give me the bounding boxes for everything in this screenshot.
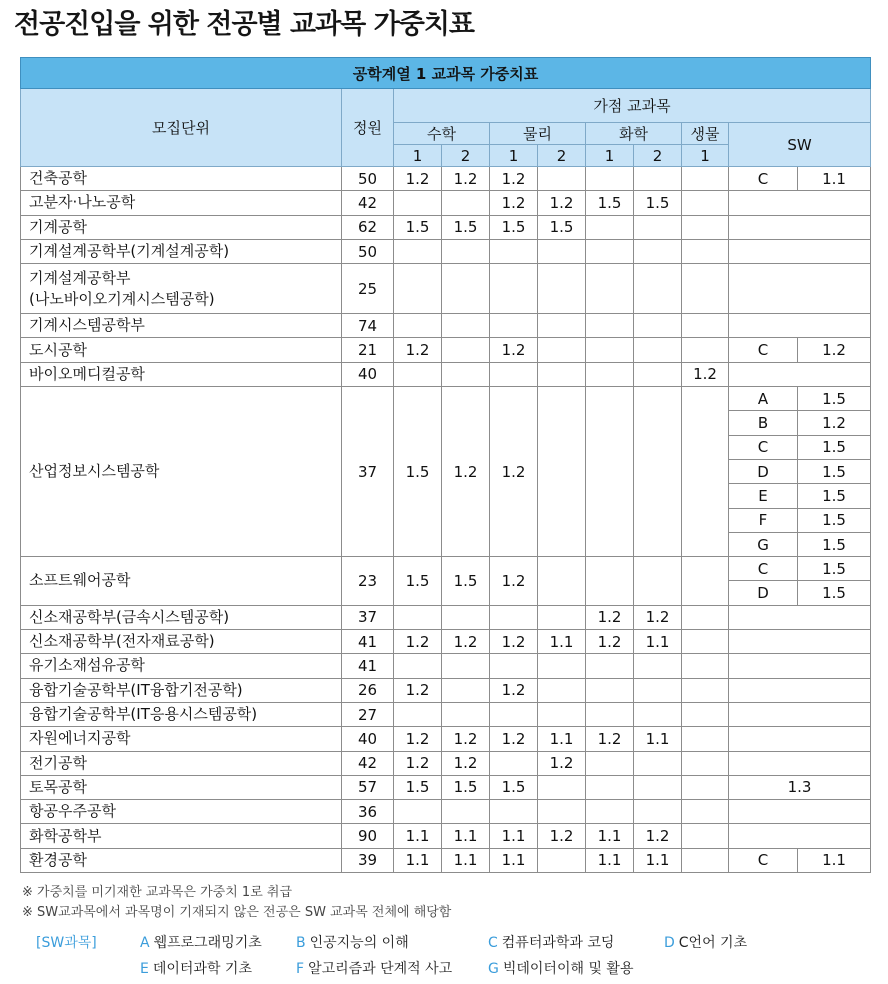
unit-name: 유기소재섬유공학 [21, 654, 342, 678]
weight-cell [538, 775, 586, 799]
weight-cell: 1.2 [394, 630, 442, 654]
weight-cell [634, 387, 682, 557]
unit-name: 항공우주공학 [21, 800, 342, 824]
weight-cell [586, 239, 634, 263]
weight-cell: 1.5 [490, 215, 538, 239]
sw-course-cell: C [729, 848, 798, 872]
weight-cell [682, 605, 729, 629]
weight-cell [442, 191, 490, 215]
weight-cell [538, 848, 586, 872]
weight-cell: 1.1 [490, 848, 538, 872]
page-title: 전공진입을 위한 전공별 교과목 가중치표 [14, 9, 474, 40]
legend-text: 알고리즘과 단계적 사고 [308, 961, 453, 977]
unit-name: 도시공학 [21, 338, 342, 362]
weight-cell [682, 387, 729, 557]
unit-name: 자원에너지공학 [21, 727, 342, 751]
weight-cell [442, 654, 490, 678]
legend-letter: D [664, 935, 675, 951]
sw-weight-cell: 1.5 [798, 459, 871, 483]
sw-cell [729, 215, 871, 239]
weight-cell [586, 751, 634, 775]
sw-weight-cell: 1.1 [798, 848, 871, 872]
weight-cell [634, 338, 682, 362]
weight-cell: 1.1 [634, 630, 682, 654]
weight-cell [538, 314, 586, 338]
weight-cell [442, 239, 490, 263]
unit-name: 환경공학 [21, 848, 342, 872]
sw-course-cell: G [729, 532, 798, 556]
weight-cell: 1.2 [586, 630, 634, 654]
weight-cell [682, 751, 729, 775]
sw-weight-cell: 1.5 [798, 532, 871, 556]
quota-cell: 23 [342, 557, 394, 606]
quota-cell: 21 [342, 338, 394, 362]
sw-cell [729, 702, 871, 726]
weight-cell [394, 239, 442, 263]
weight-cell: 1.5 [394, 775, 442, 799]
quota-cell: 57 [342, 775, 394, 799]
weight-cell: 1.2 [538, 824, 586, 848]
weight-cell: 1.2 [442, 630, 490, 654]
legend-letter: F [296, 961, 305, 977]
sw-cell [729, 605, 871, 629]
sw-weight-cell: 1.5 [798, 508, 871, 532]
unit-name: 기계공학 [21, 215, 342, 239]
quota-cell: 74 [342, 314, 394, 338]
sw-course-cell: C [729, 167, 798, 191]
unit-name [21, 264, 342, 314]
weight-cell [538, 800, 586, 824]
weight-cell [634, 775, 682, 799]
legend-text: 데이터과학 기초 [152, 961, 252, 977]
legend-text: C언어 기초 [678, 935, 748, 951]
weight-cell: 1.2 [634, 605, 682, 629]
sw-cell [729, 751, 871, 775]
weight-cell: 1.1 [538, 630, 586, 654]
weight-cell [538, 362, 586, 386]
weight-cell: 1.1 [442, 848, 490, 872]
unit-name: 융합기술공학부(IT응용시스템공학) [21, 702, 342, 726]
weight-cell [394, 362, 442, 386]
weight-cell [490, 654, 538, 678]
header-sw: SW [729, 123, 871, 167]
weight-cell [538, 167, 586, 191]
weight-cell [586, 557, 634, 606]
table-row [21, 800, 871, 824]
unit-name: 신소재공학부(전자재료공학) [21, 630, 342, 654]
weight-cell [586, 264, 634, 314]
weight-cell [682, 314, 729, 338]
weight-cell: 1.2 [490, 557, 538, 606]
weight-cell [634, 751, 682, 775]
unit-name-line: 기계설계공학부 [29, 268, 131, 287]
quota-cell: 40 [342, 362, 394, 386]
weight-cell [490, 362, 538, 386]
weight-cell [682, 630, 729, 654]
weight-cell: 1.1 [394, 848, 442, 872]
quota-cell: 42 [342, 751, 394, 775]
weight-cell [586, 678, 634, 702]
legend-letter: A [140, 935, 150, 951]
weight-cell [634, 654, 682, 678]
weight-cell: 1.2 [490, 678, 538, 702]
legend-letter: B [296, 935, 306, 951]
weight-cell [682, 800, 729, 824]
sw-weight-cell: 1.5 [798, 435, 871, 459]
weight-cell: 1.5 [538, 215, 586, 239]
sw-cell [729, 362, 871, 386]
header-biology-1: 1 [682, 145, 729, 167]
weight-cell [538, 239, 586, 263]
sw-course-cell: D [729, 581, 798, 605]
weight-cell [682, 702, 729, 726]
weight-cell [394, 314, 442, 338]
weight-cell [490, 751, 538, 775]
weight-cell [682, 191, 729, 215]
sw-course-cell: C [729, 557, 798, 581]
weight-cell [634, 239, 682, 263]
weight-cell: 1.5 [586, 191, 634, 215]
table-row [21, 264, 871, 314]
table-row [21, 338, 871, 362]
sw-course-cell: C [729, 435, 798, 459]
table-row [21, 215, 871, 239]
footnote: ※ 가중치를 미기재한 교과목은 가중치 1로 취급 [22, 885, 293, 900]
sw-cell [729, 800, 871, 824]
unit-name: 소프트웨어공학 [21, 557, 342, 606]
weight-cell: 1.5 [394, 215, 442, 239]
weight-cell: 1.2 [490, 191, 538, 215]
legend-letter: E [140, 961, 149, 977]
weight-cell: 1.5 [634, 191, 682, 215]
quota-cell: 37 [342, 387, 394, 557]
weight-cell [490, 800, 538, 824]
weight-cell [682, 338, 729, 362]
weight-cell: 1.2 [442, 751, 490, 775]
weight-cell [442, 362, 490, 386]
weight-cell [586, 654, 634, 678]
weight-cell [586, 702, 634, 726]
weight-cell [394, 654, 442, 678]
sw-weight-cell: 1.5 [798, 387, 871, 411]
weight-cell: 1.2 [394, 167, 442, 191]
unit-name: 전기공학 [21, 751, 342, 775]
weight-cell [634, 557, 682, 606]
weight-cell [586, 362, 634, 386]
sw-course-cell: B [729, 411, 798, 435]
header-chemistry: 화학 [586, 123, 682, 145]
weight-cell [682, 239, 729, 263]
quota-cell: 36 [342, 800, 394, 824]
weight-cell: 1.1 [634, 727, 682, 751]
weight-cell: 1.2 [490, 338, 538, 362]
weight-cell: 1.2 [490, 727, 538, 751]
weight-cell [538, 338, 586, 362]
table-banner: 공학계열 1 교과목 가중치표 [21, 58, 871, 89]
legend-letter: G [488, 961, 499, 977]
header-weight-group: 가점 교과목 [394, 89, 871, 123]
weight-cell [538, 702, 586, 726]
table-row [21, 678, 871, 702]
weight-cell [682, 215, 729, 239]
header-chemistry-1: 1 [586, 145, 634, 167]
sw-weight-cell: 1.5 [798, 484, 871, 508]
legend-item [296, 932, 409, 952]
weight-cell [538, 678, 586, 702]
sw-cell [729, 727, 871, 751]
weight-cell [634, 167, 682, 191]
weight-cell [394, 264, 442, 314]
quota-cell: 50 [342, 239, 394, 263]
sw-course-cell: E [729, 484, 798, 508]
weight-cell [538, 264, 586, 314]
weight-cell: 1.1 [538, 727, 586, 751]
table-row [21, 702, 871, 726]
weight-cell [394, 191, 442, 215]
weight-cell: 1.2 [586, 605, 634, 629]
legend-item [488, 932, 614, 952]
legend-tag: [SW과목] [36, 935, 97, 951]
table-row [21, 630, 871, 654]
weight-cell [682, 264, 729, 314]
weight-cell [442, 678, 490, 702]
weight-cell [538, 654, 586, 678]
legend-text: 빅데이터이해 및 활용 [502, 961, 634, 977]
weight-cell: 1.2 [394, 751, 442, 775]
table-row [21, 387, 871, 411]
weight-cell: 1.5 [394, 387, 442, 557]
header-quota: 정원 [342, 89, 394, 167]
weight-cell [634, 702, 682, 726]
quota-cell: 39 [342, 848, 394, 872]
weight-cell [442, 314, 490, 338]
unit-name: 기계설계공학부(기계설계공학) [21, 239, 342, 263]
table-row [21, 775, 871, 799]
sw-course-cell: C [729, 338, 798, 362]
weight-cell: 1.2 [586, 727, 634, 751]
weight-cell [394, 702, 442, 726]
weight-cell [682, 775, 729, 799]
quota-cell: 27 [342, 702, 394, 726]
legend-text: 웹프로그래밍기초 [153, 935, 262, 951]
sw-cell [729, 654, 871, 678]
legend-item [140, 932, 262, 952]
weight-cell: 1.2 [442, 387, 490, 557]
weight-cell [490, 239, 538, 263]
quota-cell: 41 [342, 654, 394, 678]
sw-cell [729, 824, 871, 848]
table-row [21, 557, 871, 581]
weight-cell [490, 702, 538, 726]
sw-course-cell: A [729, 387, 798, 411]
unit-name: 융합기술공학부(IT융합기전공학) [21, 678, 342, 702]
unit-name: 토목공학 [21, 775, 342, 799]
weight-cell: 1.2 [538, 191, 586, 215]
unit-name-line: (나노바이오기계시스템공학) [29, 289, 215, 308]
weight-cell: 1.2 [490, 387, 538, 557]
footnotes [22, 883, 451, 923]
sw-cell [729, 314, 871, 338]
weight-cell [490, 314, 538, 338]
quota-cell: 37 [342, 605, 394, 629]
table-row [21, 654, 871, 678]
weight-cell [586, 215, 634, 239]
sw-cell [729, 630, 871, 654]
weight-cell [442, 800, 490, 824]
weight-cell: 1.1 [586, 848, 634, 872]
weight-cell [538, 557, 586, 606]
table-row [21, 314, 871, 338]
quota-cell: 41 [342, 630, 394, 654]
weight-cell [634, 800, 682, 824]
legend-item [296, 958, 452, 978]
weight-cell: 1.2 [490, 630, 538, 654]
table-row [21, 167, 871, 191]
unit-name: 고분자·나노공학 [21, 191, 342, 215]
weight-cell [634, 215, 682, 239]
header-physics: 물리 [490, 123, 586, 145]
sw-cell [729, 264, 871, 314]
sw-weight-cell: 1.3 [729, 775, 871, 799]
weight-cell: 1.1 [442, 824, 490, 848]
legend-item [140, 958, 252, 978]
unit-name: 바이오메디컬공학 [21, 362, 342, 386]
weight-cell [682, 678, 729, 702]
legend-item [664, 932, 747, 952]
weight-cell [442, 338, 490, 362]
header-math: 수학 [394, 123, 490, 145]
weight-cell: 1.5 [442, 775, 490, 799]
weight-cell [682, 654, 729, 678]
weight-cell: 1.5 [394, 557, 442, 606]
weight-cell [490, 264, 538, 314]
table-row [21, 824, 871, 848]
legend-text: 컴퓨터과학과 코딩 [501, 935, 615, 951]
table-row [21, 239, 871, 263]
weight-cell: 1.1 [490, 824, 538, 848]
header-physics-2: 2 [538, 145, 586, 167]
weight-cell: 1.1 [634, 848, 682, 872]
quota-cell: 50 [342, 167, 394, 191]
table-body [21, 167, 871, 873]
weight-cell [586, 800, 634, 824]
weight-cell [394, 605, 442, 629]
header-biology: 생물 [682, 123, 729, 145]
weight-cell [634, 678, 682, 702]
table-row [21, 362, 871, 386]
weight-cell [682, 557, 729, 606]
weight-cell [442, 702, 490, 726]
weight-cell: 1.2 [490, 167, 538, 191]
quota-cell: 40 [342, 727, 394, 751]
weight-cell [490, 605, 538, 629]
weight-cell: 1.5 [490, 775, 538, 799]
unit-name: 화학공학부 [21, 824, 342, 848]
weight-cell [442, 264, 490, 314]
weight-cell: 1.1 [586, 824, 634, 848]
unit-name: 기계시스템공학부 [21, 314, 342, 338]
weight-cell [442, 605, 490, 629]
legend-letter: C [488, 935, 498, 951]
unit-name: 산업정보시스템공학 [21, 387, 342, 557]
unit-name: 건축공학 [21, 167, 342, 191]
sw-cell [729, 678, 871, 702]
weight-cell [394, 800, 442, 824]
weight-cell [538, 387, 586, 557]
sw-cell [729, 191, 871, 215]
weight-cell [682, 848, 729, 872]
weight-table [20, 57, 871, 873]
weight-cell [586, 775, 634, 799]
sw-weight-cell: 1.1 [798, 167, 871, 191]
quota-cell: 25 [342, 264, 394, 314]
unit-name: 신소재공학부(금속시스템공학) [21, 605, 342, 629]
sw-weight-cell: 1.5 [798, 557, 871, 581]
table-row [21, 848, 871, 872]
sw-course-cell: D [729, 459, 798, 483]
weight-cell [634, 362, 682, 386]
sw-weight-cell: 1.2 [798, 411, 871, 435]
weight-cell: 1.2 [538, 751, 586, 775]
quota-cell: 26 [342, 678, 394, 702]
weight-cell: 1.2 [394, 678, 442, 702]
sw-cell [729, 239, 871, 263]
legend-text: 인공지능의 이해 [309, 935, 409, 951]
weight-cell [538, 605, 586, 629]
weight-cell [682, 727, 729, 751]
quota-cell: 42 [342, 191, 394, 215]
weight-cell [586, 314, 634, 338]
weight-cell: 1.2 [682, 362, 729, 386]
header-chemistry-2: 2 [634, 145, 682, 167]
weight-cell [586, 387, 634, 557]
weight-cell [682, 167, 729, 191]
quota-cell: 62 [342, 215, 394, 239]
weight-cell: 1.2 [394, 338, 442, 362]
table-row [21, 751, 871, 775]
legend-item [488, 958, 633, 978]
weight-cell: 1.1 [394, 824, 442, 848]
sw-weight-cell: 1.2 [798, 338, 871, 362]
table-row [21, 191, 871, 215]
quota-cell: 90 [342, 824, 394, 848]
weight-cell: 1.2 [442, 727, 490, 751]
weight-cell: 1.5 [442, 215, 490, 239]
sw-weight-cell: 1.5 [798, 581, 871, 605]
weight-cell [634, 314, 682, 338]
header-math-2: 2 [442, 145, 490, 167]
header-physics-1: 1 [490, 145, 538, 167]
footnote: ※ SW교과목에서 과목명이 기재되지 않은 전공은 SW 교과목 전체에 해당함 [22, 905, 452, 920]
header-unit: 모집단위 [21, 89, 342, 167]
weight-cell [682, 824, 729, 848]
weight-cell: 1.5 [442, 557, 490, 606]
table-row [21, 727, 871, 751]
weight-cell: 1.2 [394, 727, 442, 751]
weight-cell [586, 167, 634, 191]
weight-cell: 1.2 [634, 824, 682, 848]
table-row [21, 605, 871, 629]
weight-cell: 1.2 [442, 167, 490, 191]
weight-cell [634, 264, 682, 314]
sw-course-cell: F [729, 508, 798, 532]
header-math-1: 1 [394, 145, 442, 167]
weight-cell [586, 338, 634, 362]
